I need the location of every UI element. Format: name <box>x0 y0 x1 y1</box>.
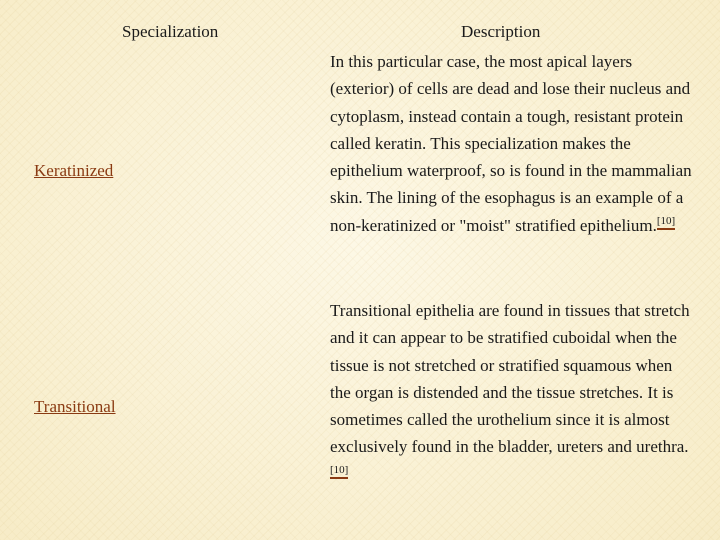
reference-link-transitional[interactable]: [10] <box>330 464 348 479</box>
term-keratinized-link[interactable]: Keratinized <box>34 161 114 180</box>
header-description: Description <box>461 22 541 41</box>
description-keratinized <box>330 48 692 239</box>
description-keratinized-text: In this particular case, the most apical layers (exterior) of cells are dead and lose their nucleus and cytoplasm, instead contain a tough, resistant protein called keratin. This specialization makes the epithelium waterproof, so is found in the mammalian skin. The lining of the esophagus is an example of a non-keratinized or "moist" stratified epithelium. <box>330 52 692 235</box>
term-transitional-link[interactable]: Transitional <box>34 397 116 416</box>
reference-link-keratinized[interactable]: [10] <box>657 215 675 230</box>
description-transitional <box>330 297 692 488</box>
description-transitional-text: Transitional epithelia are found in tissues that stretch and it can appear to be stratified cuboidal when the tissue is not stretched or stratified squamous when the organ is distended and the tissue stretches. It is sometimes called the urothelium since it is almost exclusively found in the bladder, ureters and urethra. <box>330 301 690 457</box>
header-specialization: Specialization <box>122 22 219 41</box>
